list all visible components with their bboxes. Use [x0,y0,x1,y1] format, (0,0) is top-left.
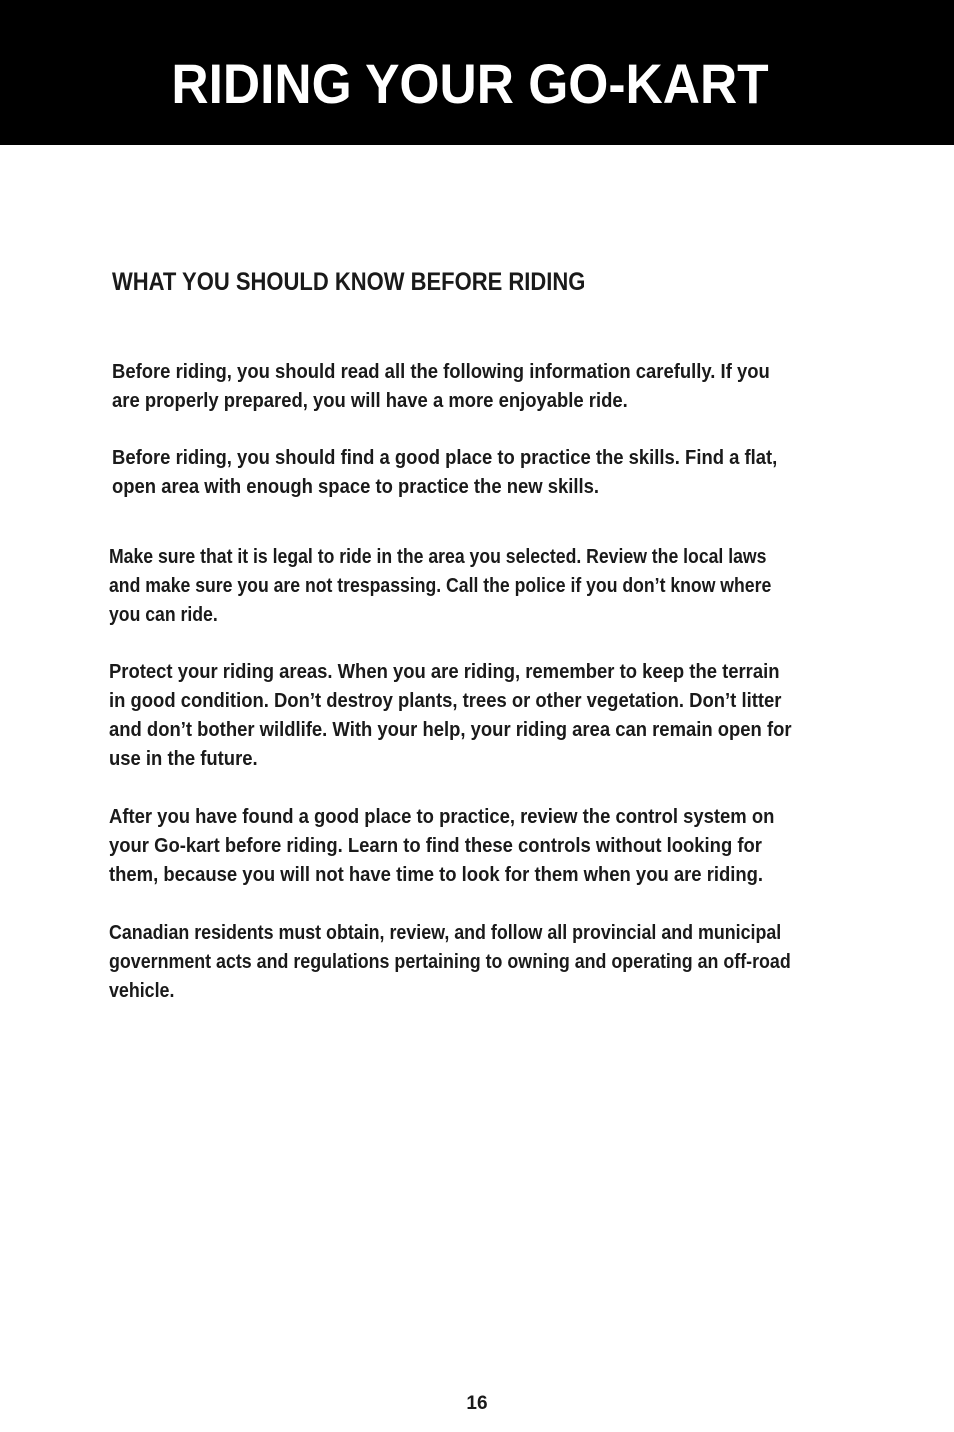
paragraph-practice-place: Before riding, you should find a good place to practice the skills. Find a flat, open area with enough space to practice the new skills. [112,446,778,498]
paragraph-read-information: Before riding, you should read all the following information carefully. If you are properly prepared, you will have a more enjoyable ride. [112,360,770,412]
paragraph-review-controls: After you have found a good place to practice, review the control system on your Go-kart before riding. Learn to find these controls without looking for them, because you will not have time to look for them when you are riding. [109,805,775,886]
page-title: RIDING YOUR GO-KART [171,52,769,115]
paragraph-canadian-residents: Canadian residents must obtain, review, and follow all provincial and municipal government acts and regulations pertaining to owning and operating an off-road vehicle. [109,921,791,1002]
paragraph-protect-areas: Protect your riding areas. When you are riding, remember to keep the terrain in good condition. Don’t destroy plants, trees or other vegetation. Don’t litter and don’t bother wildlife. With your help, your riding area can remain open for use in the future. [109,660,792,770]
page-number: 16 [466,1393,488,1414]
paragraph-legal-riding: Make sure that it is legal to ride in the area you selected. Review the local laws and make sure you are not trespassing. Call the police if you don’t know where you can ride. [109,545,772,626]
section-heading: WHAT YOU SHOULD KNOW BEFORE RIDING [112,268,586,296]
header-banner [0,0,954,145]
